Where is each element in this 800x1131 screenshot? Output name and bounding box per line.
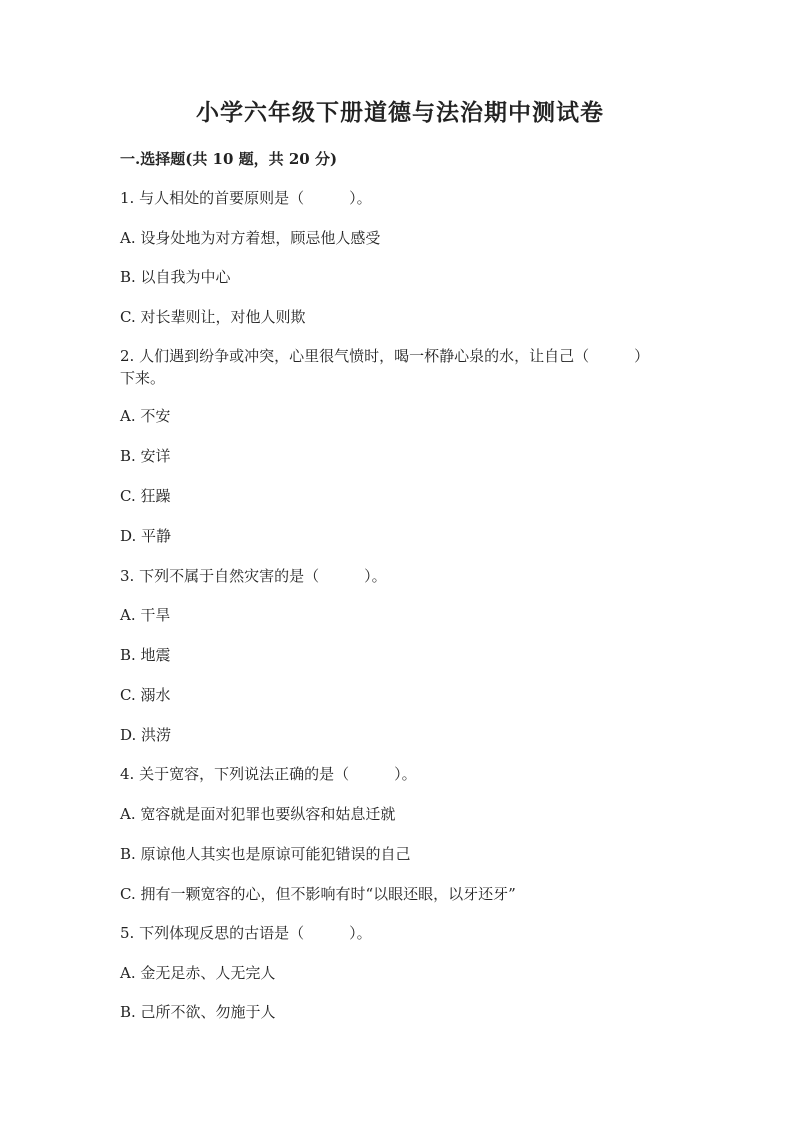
- question-5-stem: 5. 下列体现反思的古语是（ ）。: [120, 924, 372, 942]
- question-2-stem-line-1: 2. 人们遇到纷争或冲突，心里很气愤时，喝一杯静心泉的水，让自己（ ）: [120, 347, 650, 365]
- question-4-option-b: B. 原谅他人其实也是原谅可能犯错误的自己: [120, 845, 411, 863]
- question-1-option-a: A. 设身处地为对方着想，顾忌他人感受: [120, 229, 381, 247]
- question-3-option-a: A. 干旱: [120, 606, 171, 624]
- section-heading: 一.选择题(共 10 题，共 20 分): [120, 150, 338, 168]
- question-3-option-c: C. 溺水: [120, 686, 171, 704]
- question-4-option-c: C. 拥有一颗宽容的心，但不影响有时“以眼还眼，以牙还牙”: [120, 885, 516, 903]
- question-2-option-d: D. 平静: [120, 527, 172, 545]
- question-2-option-b: B. 安详: [120, 447, 171, 465]
- question-4-option-a: A. 宽容就是面对犯罪也要纵容和姑息迁就: [120, 805, 396, 823]
- question-3-stem: 3. 下列不属于自然灾害的是（ ）。: [120, 567, 387, 585]
- question-5-option-b: B. 己所不欲、勿施于人: [120, 1003, 276, 1021]
- question-4-stem: 4. 关于宽容，下列说法正确的是（ ）。: [120, 765, 417, 783]
- question-1-stem: 1. 与人相处的首要原则是（ ）。: [120, 189, 372, 207]
- question-2-option-c: C. 狂躁: [120, 487, 171, 505]
- question-3-option-d: D. 洪涝: [120, 726, 172, 744]
- page-title: 小学六年级下册道德与法治期中测试卷: [196, 99, 604, 126]
- question-5-option-a: A. 金无足赤、人无完人: [120, 964, 276, 982]
- question-1-option-b: B. 以自我为中心: [120, 268, 231, 286]
- question-2-stem-line-2: 下来。: [120, 369, 166, 387]
- question-1-option-c: C. 对长辈则让，对他人则欺: [120, 308, 306, 326]
- question-3-option-b: B. 地震: [120, 646, 171, 664]
- question-2-option-a: A. 不安: [120, 407, 171, 425]
